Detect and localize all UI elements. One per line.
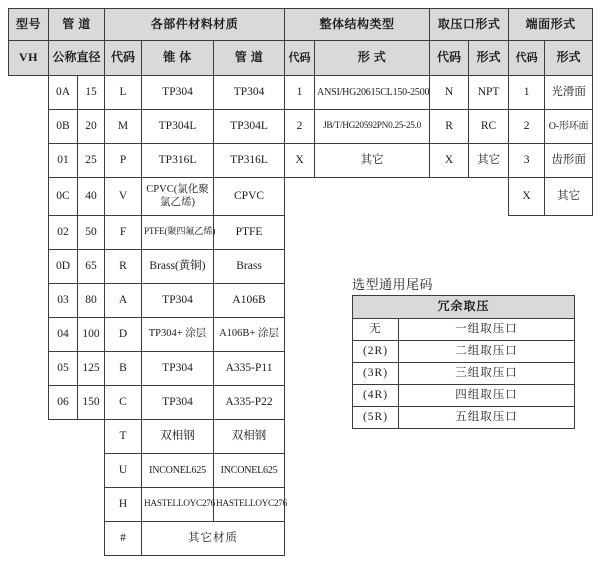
cell-tap-form: NPT (469, 76, 509, 110)
suffix-desc: 三组取压口 (399, 363, 575, 385)
cell-dn: 100 (78, 318, 105, 352)
cell-cone-material: TP304 (142, 386, 214, 420)
spacer-cell (285, 216, 593, 250)
cell-cone-material: CPVC(氯化聚氯乙烯) (142, 178, 214, 216)
cell-pipe-material: A106B+ 涂层 (214, 318, 285, 352)
header-nominal-diameter: 公称直径 (49, 41, 105, 76)
header-code-tap: 代码 (430, 41, 469, 76)
cell-dn: 80 (78, 284, 105, 318)
suffix-table-title: 选型通用尾码 (352, 277, 434, 292)
header-model: 型号 (9, 9, 49, 41)
suffix-desc: 四组取压口 (399, 385, 575, 407)
spacer-cell (285, 522, 593, 556)
suffix-code: 无 (353, 319, 399, 341)
spacer-cell (9, 420, 49, 454)
cell-size-code: 0C (49, 178, 78, 216)
cell-structure-form: 其它 (315, 144, 430, 178)
cell-material-code: R (105, 250, 142, 284)
cell-material-code: P (105, 144, 142, 178)
selection-code-table (8, 8, 593, 556)
header-pressure-tap: 取压口形式 (430, 9, 509, 41)
suffix-desc: 五组取压口 (399, 407, 575, 429)
cell-pipe-material: CPVC (214, 178, 285, 216)
table-row-other (9, 522, 593, 556)
suffix-row (353, 407, 575, 429)
header-structure: 整体结构类型 (285, 9, 430, 41)
cell-cone-material: 双相钢 (142, 420, 214, 454)
cell-structure-form: ANSI/HG20615CL150-2500 (315, 76, 430, 110)
cell-dn: 150 (78, 386, 105, 420)
cell-tap-form: 其它 (469, 144, 509, 178)
table-row-02 (9, 216, 593, 250)
cell-size-code: 0B (49, 110, 78, 144)
suffix-header: 冗余取压 (353, 296, 575, 319)
suffix-header-row (353, 296, 575, 319)
header-materials: 各部件材料材质 (105, 9, 285, 41)
cell-pipe-material: INCONEL625 (214, 454, 285, 488)
spacer-cell (49, 420, 105, 454)
header-model-value: VH (9, 41, 49, 76)
cell-material-code: B (105, 352, 142, 386)
suffix-row (353, 385, 575, 407)
cell-dn: 20 (78, 110, 105, 144)
spacer-cell (9, 216, 49, 250)
cell-pipe-material: TP316L (214, 144, 285, 178)
spacer-cell (9, 178, 49, 216)
cell-cone-material: TP304L (142, 110, 214, 144)
suffix-code: (5R) (353, 407, 399, 429)
cell-cone-material: TP304 (142, 352, 214, 386)
cell-structure-code: 2 (285, 110, 315, 144)
cell-dn: 125 (78, 352, 105, 386)
cell-structure-code: X (285, 144, 315, 178)
header-cone: 锥 体 (142, 41, 214, 76)
cell-other-material: 其它材质 (142, 522, 285, 556)
cell-face-code: X (509, 178, 545, 216)
header-pipe-material: 管 道 (214, 41, 285, 76)
header-end-face: 端面形式 (509, 9, 593, 41)
cell-pipe-material: TP304 (214, 76, 285, 110)
table-row-0B (9, 110, 593, 144)
cell-structure-code: 1 (285, 76, 315, 110)
cell-tap-code: N (430, 76, 469, 110)
cell-structure-form: JB/T/HG20592PN0.25-25.0 (315, 110, 430, 144)
suffix-code: (3R) (353, 363, 399, 385)
table-header-row-1 (9, 9, 593, 41)
cell-material-code: M (105, 110, 142, 144)
header-form-tap: 形式 (469, 41, 509, 76)
suffix-table (352, 295, 575, 429)
cell-face-form: 光滑面 (545, 76, 593, 110)
spacer-cell (285, 488, 593, 522)
spacer-cell (9, 522, 49, 556)
cell-cone-material: TP304 (142, 284, 214, 318)
cell-cone-material: HASTELLOYC276 (142, 488, 214, 522)
spacer-cell (49, 454, 105, 488)
spacer-cell (9, 250, 49, 284)
cell-pipe-material: Brass (214, 250, 285, 284)
cell-pipe-material: TP304L (214, 110, 285, 144)
cell-size-code: 01 (49, 144, 78, 178)
cell-material-code: L (105, 76, 142, 110)
spacer-cell (49, 522, 105, 556)
suffix-desc: 一组取压口 (399, 319, 575, 341)
spacer-cell (9, 284, 49, 318)
cell-cone-material: Brass(黄铜) (142, 250, 214, 284)
header-form-structure: 形 式 (315, 41, 430, 76)
header-pipe: 管 道 (49, 9, 105, 41)
cell-face-form: O-形环面 (545, 110, 593, 144)
spacer-cell (49, 488, 105, 522)
cell-tap-code: X (430, 144, 469, 178)
cell-cone-material: TP316L (142, 144, 214, 178)
cell-pipe-material: A335-P22 (214, 386, 285, 420)
cell-pipe-material: A335-P11 (214, 352, 285, 386)
header-code-face: 代码 (509, 41, 545, 76)
cell-dn: 25 (78, 144, 105, 178)
cell-face-code: 2 (509, 110, 545, 144)
cell-face-code: 1 (509, 76, 545, 110)
cell-dn: 40 (78, 178, 105, 216)
cell-pipe-material: PTFE (214, 216, 285, 250)
cell-face-form: 齿形面 (545, 144, 593, 178)
table-row-0C (9, 178, 593, 216)
cell-cone-material: PTFE(聚四氟乙烯) (142, 216, 214, 250)
suffix-code: (4R) (353, 385, 399, 407)
cell-material-code: T (105, 420, 142, 454)
spacer-cell (285, 454, 593, 488)
cell-pipe-material: 双相钢 (214, 420, 285, 454)
cell-cone-material: INCONEL625 (142, 454, 214, 488)
suffix-row (353, 319, 575, 341)
cell-dn: 65 (78, 250, 105, 284)
spacer-cell (9, 110, 49, 144)
suffix-row (353, 363, 575, 385)
suffix-desc: 二组取压口 (399, 341, 575, 363)
cell-material-code: # (105, 522, 142, 556)
cell-material-code: V (105, 178, 142, 216)
header-form-face: 形式 (545, 41, 593, 76)
cell-dn: 50 (78, 216, 105, 250)
suffix-row (353, 341, 575, 363)
cell-cone-material: TP304+ 涂层 (142, 318, 214, 352)
cell-face-code: 3 (509, 144, 545, 178)
cell-pipe-material: A106B (214, 284, 285, 318)
cell-size-code: 0A (49, 76, 78, 110)
spacer-cell (9, 488, 49, 522)
spacer-cell (9, 352, 49, 386)
cell-size-code: 06 (49, 386, 78, 420)
cell-tap-form: RC (469, 110, 509, 144)
cell-pipe-material: HASTELLOYC276 (214, 488, 285, 522)
cell-material-code: H (105, 488, 142, 522)
table-row-01 (9, 144, 593, 178)
spacer-cell (9, 318, 49, 352)
cell-size-code: 03 (49, 284, 78, 318)
cell-size-code: 0D (49, 250, 78, 284)
cell-dn: 15 (78, 76, 105, 110)
cell-material-code: U (105, 454, 142, 488)
cell-size-code: 04 (49, 318, 78, 352)
spacer-cell (285, 250, 593, 284)
spacer-cell (9, 144, 49, 178)
spacer-cell (9, 386, 49, 420)
table-header-row-2 (9, 41, 593, 76)
spacer-cell (9, 76, 49, 110)
spacer-cell (285, 178, 509, 216)
spacer-cell (9, 454, 49, 488)
cell-material-code: A (105, 284, 142, 318)
table-row-0D (9, 250, 593, 284)
header-code-structure: 代码 (285, 41, 315, 76)
header-code-materials: 代码 (105, 41, 142, 76)
cell-material-code: C (105, 386, 142, 420)
cell-size-code: 05 (49, 352, 78, 386)
cell-face-form: 其它 (545, 178, 593, 216)
cell-material-code: F (105, 216, 142, 250)
table-row-U (9, 454, 593, 488)
cell-cone-material: TP304 (142, 76, 214, 110)
cell-material-code: D (105, 318, 142, 352)
cell-tap-code: R (430, 110, 469, 144)
table-row-0A (9, 76, 593, 110)
table-row-H (9, 488, 593, 522)
suffix-code: (2R) (353, 341, 399, 363)
cell-size-code: 02 (49, 216, 78, 250)
